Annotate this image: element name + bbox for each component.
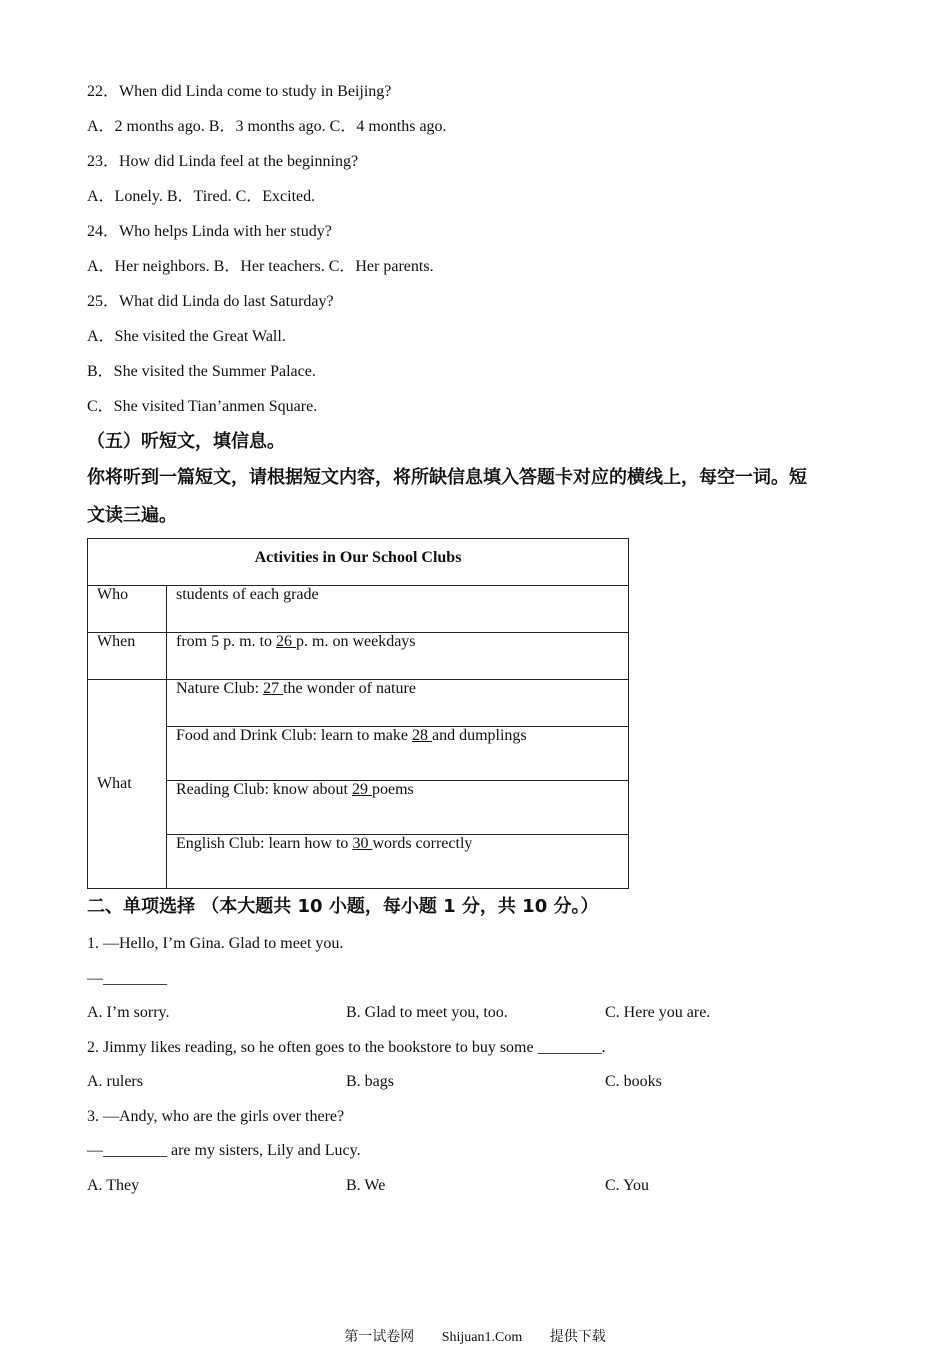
- who-label: Who: [88, 586, 167, 633]
- reading-text-post: poems: [371, 781, 414, 798]
- english-text-post: words correctly: [372, 835, 473, 852]
- footer-download-note: 提供下载: [549, 1329, 606, 1345]
- when-text-pre: from 5 p. m. to: [176, 633, 276, 650]
- question-25-option-c: C．She visited Tian’anmen Square.: [87, 398, 318, 415]
- mc-2-option-a: A. rulers: [87, 1073, 143, 1090]
- mc-3-option-a: A. They: [87, 1177, 140, 1194]
- what-label: What: [88, 680, 167, 889]
- blank-29: 29: [351, 781, 372, 798]
- what-row-food: [167, 727, 629, 781]
- question-25: 25．What did Linda do last Saturday?: [87, 293, 334, 310]
- nature-text-post: the wonder of nature: [283, 680, 416, 697]
- mc-3-question: 3. —Andy, who are the girls over there?: [87, 1108, 345, 1125]
- mc-3-option-c: C. You: [605, 1177, 650, 1194]
- mc-2-option-c: C. books: [605, 1073, 662, 1090]
- section-5-instruction-2: 文读三遍。: [87, 505, 177, 526]
- footer-site-url[interactable]: Shijuan1.Com: [441, 1330, 523, 1345]
- question-22: 22．When did Linda come to study in Beijing?: [87, 83, 392, 100]
- question-24-options: A．Her neighbors. B．Her teachers. C．Her parents.: [87, 258, 434, 275]
- blank-30: 30: [352, 835, 373, 852]
- section-5-instruction-1: 你将听到一篇短文，请根据短文内容，将所缺信息填入答题卡对应的横线上，每空一词。短: [87, 467, 807, 488]
- nature-text-pre: Nature Club:: [176, 680, 264, 697]
- mc-3-answer-line: —________ are my sisters, Lily and Lucy.: [87, 1142, 361, 1159]
- mc-2-question: 2. Jimmy likes reading, so he often goes to the bookstore to buy some ________.: [87, 1039, 606, 1056]
- reading-text-pre: Reading Club: know about: [176, 781, 352, 798]
- question-25-option-b: B．She visited the Summer Palace.: [87, 363, 316, 380]
- mc-1-option-a: A. I’m sorry.: [87, 1004, 170, 1021]
- when-label: When: [88, 633, 167, 680]
- question-25-option-a: A．She visited the Great Wall.: [87, 328, 286, 345]
- what-row-reading: [167, 781, 629, 835]
- mc-1-answer-blank: —________: [87, 970, 167, 987]
- food-text-pre: Food and Drink Club: learn to make: [176, 727, 412, 744]
- section-2-title: 二、单项选择 （本大题共 10 小题，每小题 1 分，共 10 分。）: [87, 896, 599, 917]
- food-text-post: and dumplings: [431, 727, 527, 744]
- mc-1-option-c: C. Here you are.: [605, 1004, 711, 1021]
- when-value: [167, 633, 629, 680]
- blank-26: 26: [276, 633, 296, 650]
- question-24: 24．Who helps Linda with her study?: [87, 223, 332, 240]
- mc-1-option-b: B. Glad to meet you, too.: [346, 1004, 508, 1021]
- mc-2-option-b: B. bags: [346, 1073, 394, 1090]
- what-row-nature: [167, 680, 629, 727]
- who-value: students of each grade: [167, 586, 629, 633]
- blank-28: 28: [411, 727, 432, 744]
- what-row-english: [167, 835, 629, 889]
- question-23: 23．How did Linda feel at the beginning?: [87, 153, 359, 170]
- table-title: Activities in Our School Clubs: [88, 539, 629, 586]
- clubs-table: [87, 538, 629, 889]
- page-footer: [0, 1326, 950, 1346]
- section-5-title: （五）听短文，填信息。: [87, 431, 285, 452]
- footer-site-name: 第一试卷网: [344, 1329, 415, 1345]
- english-text-pre: English Club: learn how to: [176, 835, 353, 852]
- blank-27: 27: [263, 680, 284, 697]
- mc-1-question: 1. —Hello, I’m Gina. Glad to meet you.: [87, 935, 344, 952]
- mc-3-option-b: B. We: [346, 1177, 386, 1194]
- question-23-options: A．Lonely. B．Tired. C．Excited.: [87, 188, 316, 205]
- when-text-post: p. m. on weekdays: [296, 633, 416, 650]
- question-22-options: A．2 months ago. B．3 months ago. C．4 months ago.: [87, 118, 447, 135]
